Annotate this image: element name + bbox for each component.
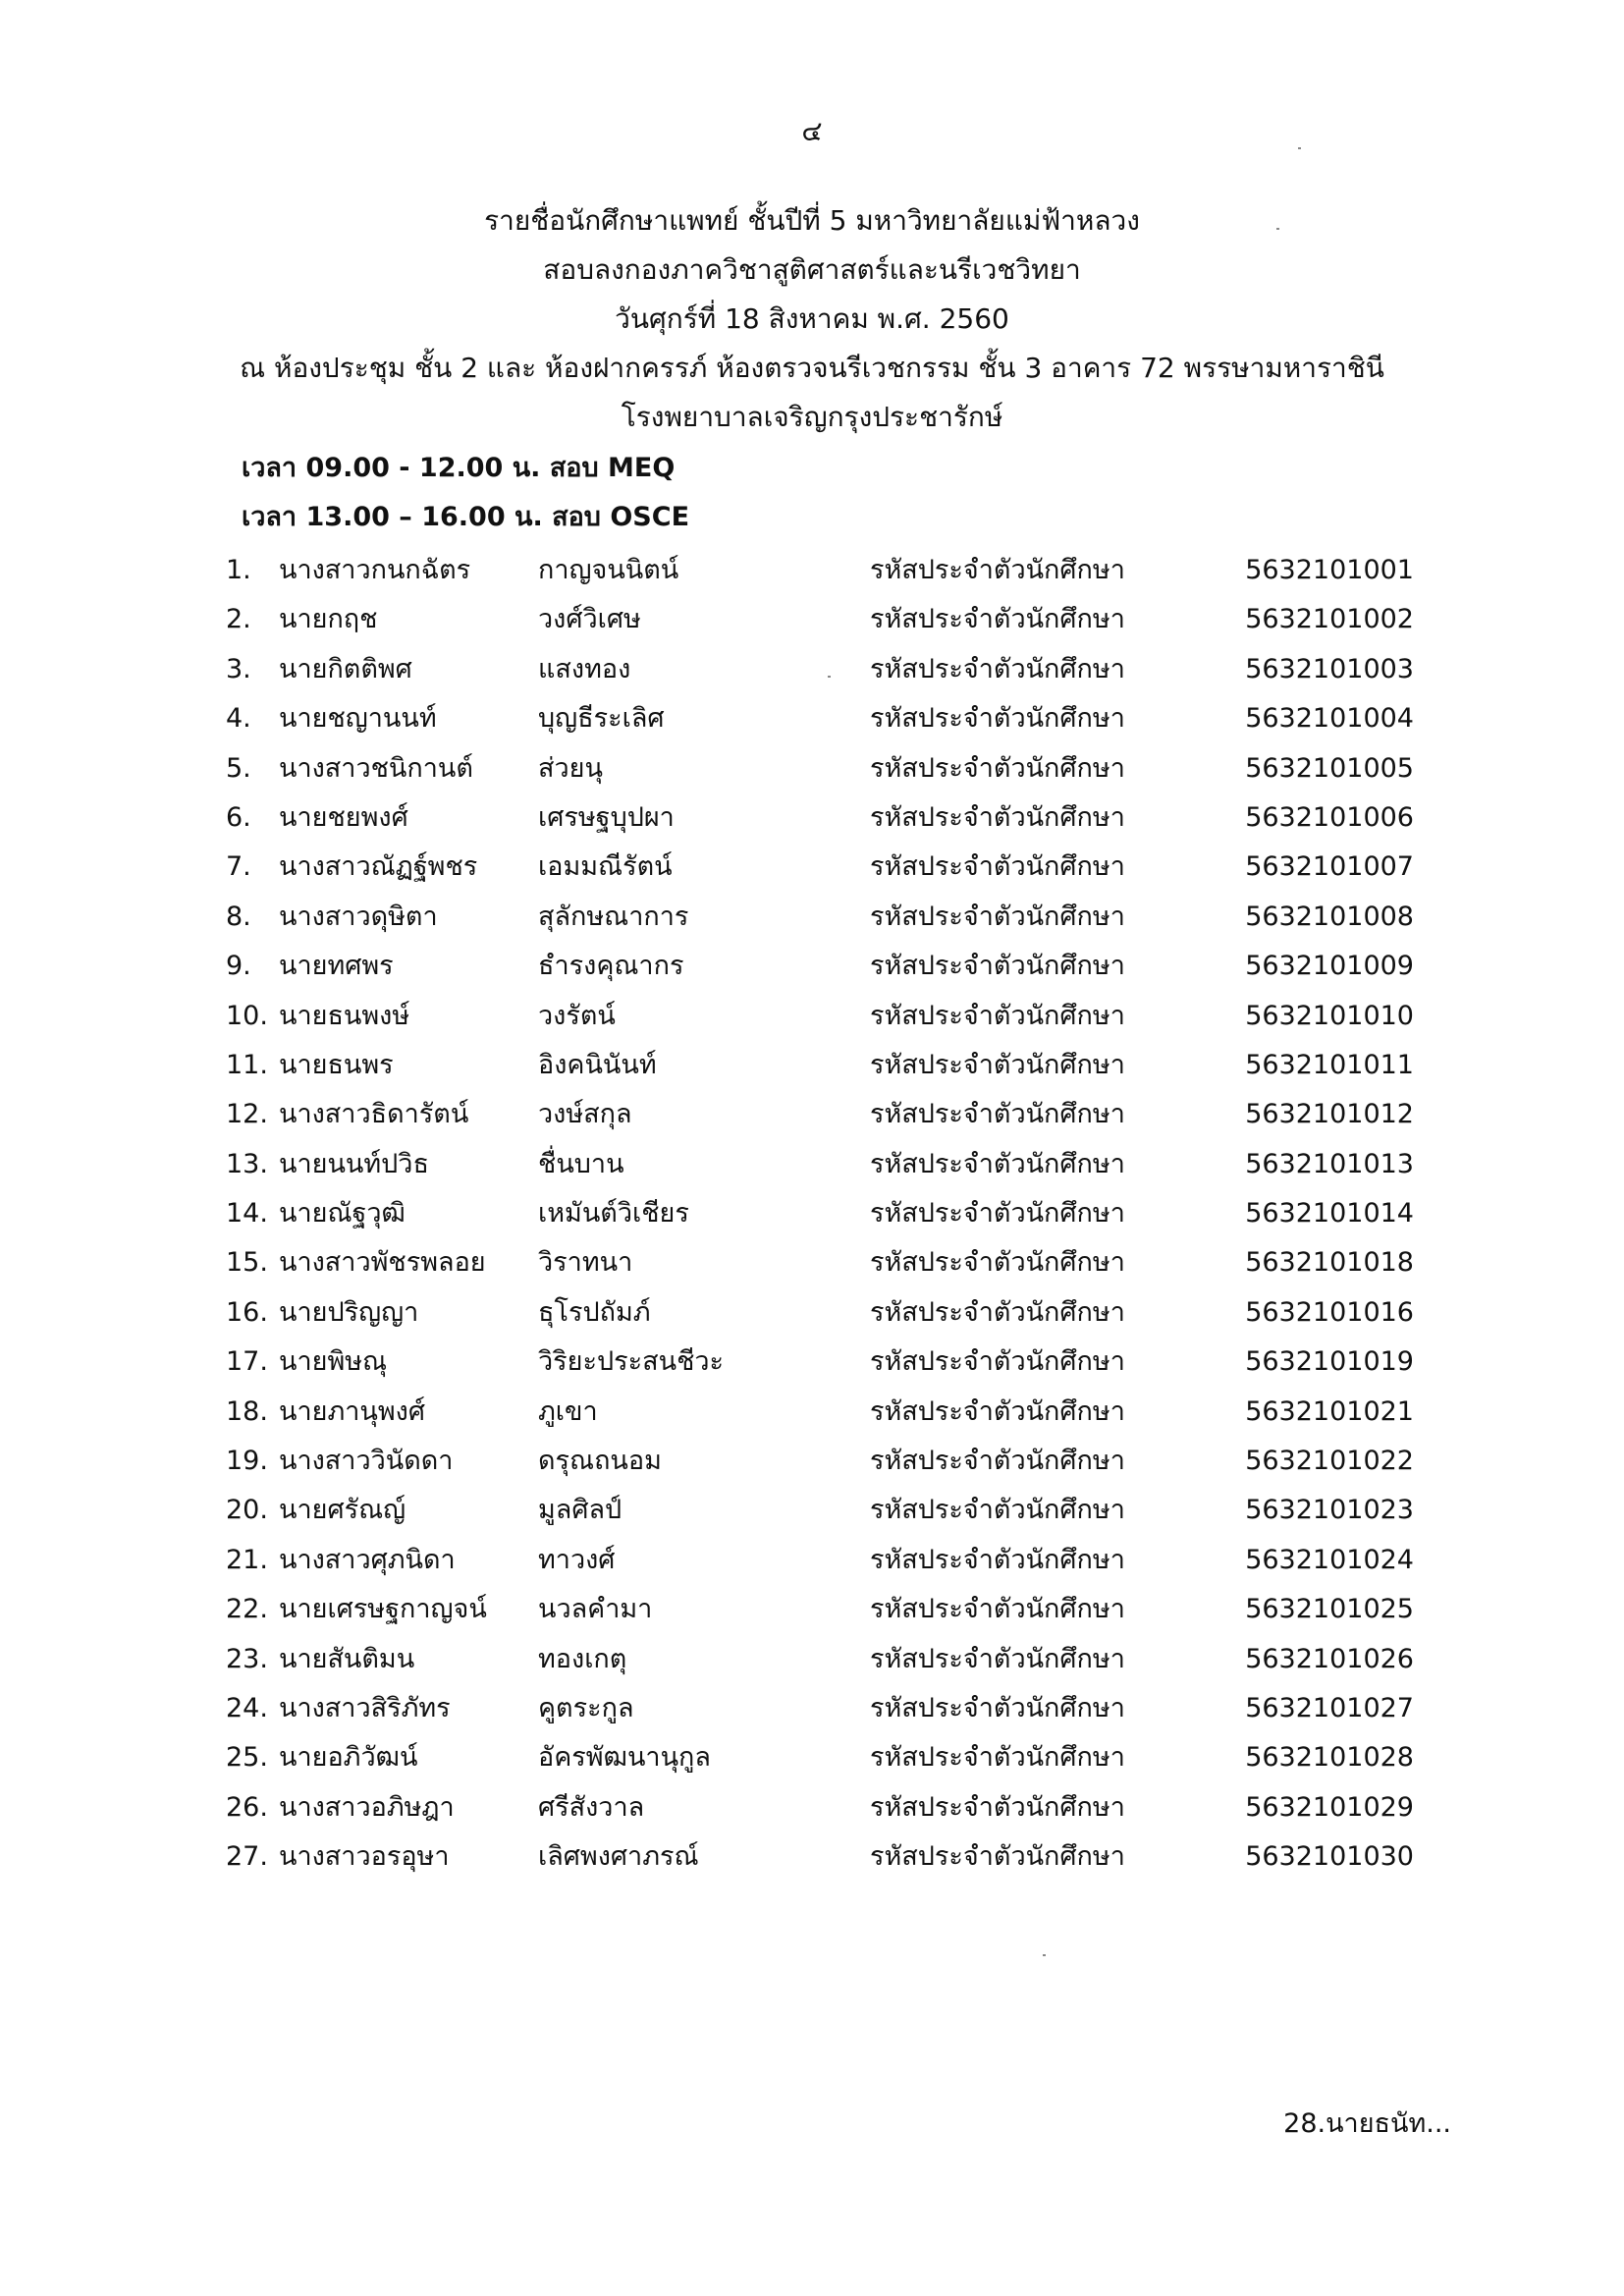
student-id-label: รหัสประจำตัวนักศึกษา: [870, 604, 1125, 635]
student-last-name: แสงทอง: [538, 653, 631, 684]
student-first-name: นายนนท์ปวิธ: [279, 1148, 429, 1179]
student-last-name: อัครพัฒนานุกูล: [538, 1742, 711, 1774]
student-last-name: ดรุณถนอม: [538, 1446, 662, 1477]
student-id-label: รหัสประจำตัวนักศึกษา: [870, 801, 1125, 833]
student-number: 26.: [226, 1791, 268, 1823]
student-first-name: นางสาวชนิกานต์: [279, 752, 473, 784]
table-row: [0, 1536, 1624, 1585]
student-id: 5632101027: [1245, 1692, 1414, 1723]
student-first-name: นายณัฐวุฒิ: [279, 1198, 406, 1230]
student-number: 10.: [226, 1000, 268, 1031]
continued-marker: 28.นายธนัท...: [1283, 2108, 1451, 2139]
student-id-label: รหัสประจำตัวนักศึกษา: [870, 1099, 1125, 1130]
student-last-name: ส่วยนุ: [538, 752, 603, 784]
student-number: 8.: [226, 901, 251, 932]
student-id-label: รหัสประจำตัวนักศึกษา: [870, 653, 1125, 684]
student-id-label: รหัสประจำตัวนักศึกษา: [870, 1198, 1125, 1230]
student-id-label: รหัสประจำตัวนักศึกษา: [870, 1544, 1125, 1575]
student-id-label: รหัสประจำตัวนักศึกษา: [870, 555, 1125, 585]
student-id: 5632101026: [1245, 1643, 1414, 1674]
heading-department: สอบลงกองภาควิชาสูติศาสตร์และนรีเวชวิทยา: [543, 253, 1081, 286]
student-first-name: นางสาววินัดดา: [279, 1446, 454, 1477]
student-first-name: นายภานุพงศ์: [279, 1395, 425, 1427]
student-first-name: นางสาวณัฏฐ์พชร: [279, 851, 478, 883]
table-row: [0, 1388, 1624, 1437]
student-number: 7.: [226, 851, 251, 883]
student-number: 3.: [226, 653, 251, 684]
student-id: 5632101019: [1245, 1346, 1414, 1378]
student-first-name: นายทศพร: [279, 951, 394, 982]
student-last-name: ชื่นบาน: [538, 1148, 624, 1179]
table-row: [0, 1783, 1624, 1832]
student-last-name: มูลศิลป์: [538, 1495, 623, 1526]
student-id: 5632101023: [1245, 1495, 1414, 1526]
student-last-name: นวลคำมา: [538, 1594, 653, 1625]
heading-hospital: โรงพยาบาลเจริญกรุงประชารักษ์: [621, 401, 1003, 433]
student-first-name: นางสาวกนกฉัตร: [279, 555, 471, 585]
student-id: 5632101012: [1245, 1099, 1414, 1130]
student-last-name: เศรษฐบุปผา: [538, 801, 675, 833]
student-last-name: กาญจนนิตน์: [538, 555, 679, 585]
student-first-name: นายธนพร: [279, 1049, 394, 1080]
table-row: [0, 942, 1624, 991]
student-id-label: รหัสประจำตัวนักศึกษา: [870, 1446, 1125, 1477]
heading-venue: ณ ห้องประชุม ชั้น 2 และ ห้องฝากครรภ์ ห้องตรวจนรีเวชกรรม ชั้น 3 อาคาร 72 พรรษามหาราชินี: [240, 352, 1384, 384]
student-number: 27.: [226, 1841, 268, 1873]
student-id: 5632101016: [1245, 1296, 1414, 1328]
table-row: [0, 843, 1624, 892]
student-number: 1.: [226, 555, 251, 585]
student-number: 5.: [226, 752, 251, 784]
student-id-label: รหัสประจำตัวนักศึกษา: [870, 752, 1125, 784]
table-row: [0, 1041, 1624, 1090]
table-row: [0, 1090, 1624, 1139]
student-first-name: นายธนพงษ์: [279, 1000, 410, 1031]
student-last-name: วงศ์วิเศษ: [538, 604, 641, 635]
student-id: 5632101003: [1245, 653, 1414, 684]
student-id-label: รหัสประจำตัวนักศึกษา: [870, 951, 1125, 982]
student-id: 5632101025: [1245, 1594, 1414, 1625]
student-number: 13.: [226, 1148, 268, 1179]
scan-speck: [1043, 1954, 1046, 1956]
table-row: [0, 546, 1624, 595]
student-last-name: ธุโรปถัมภ์: [538, 1296, 651, 1328]
student-id: 5632101001: [1245, 555, 1414, 585]
student-first-name: นายชญานนท์: [279, 703, 437, 735]
student-last-name: วิราทนา: [538, 1247, 633, 1279]
table-row: [0, 645, 1624, 694]
table-row: [0, 1288, 1624, 1338]
student-first-name: นางสาวดุษิตา: [279, 901, 438, 932]
document-heading: [0, 196, 1624, 442]
table-row: [0, 1733, 1624, 1782]
student-number: 19.: [226, 1446, 268, 1477]
student-number: 16.: [226, 1296, 268, 1328]
student-roster: [0, 546, 1624, 1883]
student-first-name: นางสาวธิดารัตน์: [279, 1099, 469, 1130]
student-number: 24.: [226, 1692, 268, 1723]
table-row: [0, 1189, 1624, 1238]
student-id-label: รหัสประจำตัวนักศึกษา: [870, 703, 1125, 735]
student-number: 21.: [226, 1544, 268, 1575]
student-last-name: เลิศพงศาภรณ์: [538, 1841, 699, 1873]
student-first-name: นายศรัณญ์: [279, 1495, 406, 1526]
student-number: 4.: [226, 703, 251, 735]
student-first-name: นายเศรษฐกาญจน์: [279, 1594, 487, 1625]
student-id: 5632101011: [1245, 1049, 1414, 1080]
table-row: [0, 595, 1624, 644]
student-number: 18.: [226, 1395, 268, 1427]
student-last-name: วงรัตน์: [538, 1000, 616, 1031]
student-number: 20.: [226, 1495, 268, 1526]
student-last-name: เหมันต์วิเชียร: [538, 1198, 689, 1230]
student-id: 5632101006: [1245, 801, 1414, 833]
student-first-name: นายอภิวัฒน์: [279, 1742, 418, 1774]
student-first-name: นายพิษณุ: [279, 1346, 388, 1378]
student-id: 5632101030: [1245, 1841, 1414, 1873]
student-number: 2.: [226, 604, 251, 635]
student-number: 25.: [226, 1742, 268, 1774]
student-first-name: นางสาวสิริภัทร: [279, 1692, 451, 1723]
student-id: 5632101008: [1245, 901, 1414, 932]
student-id: 5632101028: [1245, 1742, 1414, 1774]
student-id: 5632101013: [1245, 1148, 1414, 1179]
student-id: 5632101018: [1245, 1247, 1414, 1279]
student-number: 14.: [226, 1198, 268, 1230]
student-id-label: รหัสประจำตัวนักศึกษา: [870, 1643, 1125, 1674]
student-id: 5632101002: [1245, 604, 1414, 635]
student-id-label: รหัสประจำตัวนักศึกษา: [870, 1395, 1125, 1427]
student-first-name: นางสาวศุภนิดา: [279, 1544, 456, 1575]
student-id: 5632101024: [1245, 1544, 1414, 1575]
table-row: [0, 1635, 1624, 1684]
student-first-name: นายปริญญา: [279, 1296, 419, 1328]
student-last-name: คูตระกูล: [538, 1692, 634, 1723]
table-row: [0, 893, 1624, 942]
heading-title: รายชื่อนักศึกษาแพทย์ ชั้นปีที่ 5 มหาวิทยาลัยแม่ฟ้าหลวง: [484, 204, 1140, 237]
exam-schedule: [242, 444, 689, 542]
schedule-osce: เวลา 13.00 – 16.00 น. สอบ OSCE: [242, 502, 690, 532]
student-id-label: รหัสประจำตัวนักศึกษา: [870, 901, 1125, 932]
student-id: 5632101022: [1245, 1446, 1414, 1477]
student-id: 5632101004: [1245, 703, 1414, 735]
student-number: 22.: [226, 1594, 268, 1625]
student-id-label: รหัสประจำตัวนักศึกษา: [870, 1495, 1125, 1526]
student-number: 23.: [226, 1643, 268, 1674]
student-last-name: ธำรงคุณากร: [538, 951, 684, 982]
student-id-label: รหัสประจำตัวนักศึกษา: [870, 1594, 1125, 1625]
student-first-name: นางสาวอภิษฎา: [279, 1791, 455, 1823]
student-first-name: นายกิตติพศ: [279, 653, 412, 684]
table-row: [0, 1486, 1624, 1535]
student-id: 5632101009: [1245, 951, 1414, 982]
student-first-name: นายสันติมน: [279, 1643, 415, 1674]
student-id-label: รหัสประจำตัวนักศึกษา: [870, 1791, 1125, 1823]
table-row: [0, 992, 1624, 1041]
table-row: [0, 793, 1624, 843]
table-row: [0, 1437, 1624, 1486]
student-id-label: รหัสประจำตัวนักศึกษา: [870, 1841, 1125, 1873]
student-number: 15.: [226, 1247, 268, 1279]
student-number: 12.: [226, 1099, 268, 1130]
table-row: [0, 1238, 1624, 1287]
student-number: 9.: [226, 951, 251, 982]
student-first-name: นางสาวอรอุษา: [279, 1841, 450, 1873]
student-last-name: บุญธีระเลิศ: [538, 703, 665, 735]
scan-speck: [1276, 228, 1279, 230]
student-id: 5632101007: [1245, 851, 1414, 883]
heading-date: วันศุกร์ที่ 18 สิงหาคม พ.ศ. 2560: [615, 302, 1009, 335]
student-id: 5632101014: [1245, 1198, 1414, 1230]
table-row: [0, 1338, 1624, 1387]
table-row: [0, 1140, 1624, 1189]
student-number: 11.: [226, 1049, 268, 1080]
student-first-name: นายกฤช: [279, 604, 378, 635]
student-last-name: ศรีสังวาล: [538, 1791, 645, 1823]
student-id-label: รหัสประจำตัวนักศึกษา: [870, 1000, 1125, 1031]
scan-speck: [1298, 147, 1301, 149]
student-first-name: นายชยพงศ์: [279, 801, 408, 833]
student-last-name: วงษ์สกุล: [538, 1099, 632, 1130]
student-last-name: ทาวงศ์: [538, 1544, 616, 1575]
student-first-name: นางสาวพัชรพลอย: [279, 1247, 486, 1279]
page-number: ๔: [801, 115, 823, 147]
table-row: [0, 1684, 1624, 1733]
student-id: 5632101010: [1245, 1000, 1414, 1031]
student-id-label: รหัสประจำตัวนักศึกษา: [870, 1247, 1125, 1279]
student-id: 5632101005: [1245, 752, 1414, 784]
table-row: [0, 694, 1624, 743]
student-last-name: เอมมณีรัตน์: [538, 851, 673, 883]
student-number: 6.: [226, 801, 251, 833]
table-row: [0, 744, 1624, 793]
student-last-name: ภูเขา: [538, 1395, 598, 1427]
scan-speck: [828, 676, 831, 678]
student-id-label: รหัสประจำตัวนักศึกษา: [870, 1692, 1125, 1723]
table-row: [0, 1585, 1624, 1634]
student-last-name: วิริยะประสนชีวะ: [538, 1346, 725, 1378]
student-id-label: รหัสประจำตัวนักศึกษา: [870, 1346, 1125, 1378]
schedule-meq: เวลา 09.00 - 12.00 น. สอบ MEQ: [242, 453, 676, 483]
student-id: 5632101021: [1245, 1395, 1414, 1427]
student-id-label: รหัสประจำตัวนักศึกษา: [870, 1742, 1125, 1774]
student-id-label: รหัสประจำตัวนักศึกษา: [870, 1296, 1125, 1328]
student-id: 5632101029: [1245, 1791, 1414, 1823]
student-last-name: อิงคนินันท์: [538, 1049, 657, 1080]
student-id-label: รหัสประจำตัวนักศึกษา: [870, 1049, 1125, 1080]
student-last-name: สุลักษณาการ: [538, 901, 689, 932]
student-id-label: รหัสประจำตัวนักศึกษา: [870, 1148, 1125, 1179]
student-id-label: รหัสประจำตัวนักศึกษา: [870, 851, 1125, 883]
student-number: 17.: [226, 1346, 268, 1378]
table-row: [0, 1832, 1624, 1882]
student-last-name: ทองเกตุ: [538, 1643, 627, 1674]
